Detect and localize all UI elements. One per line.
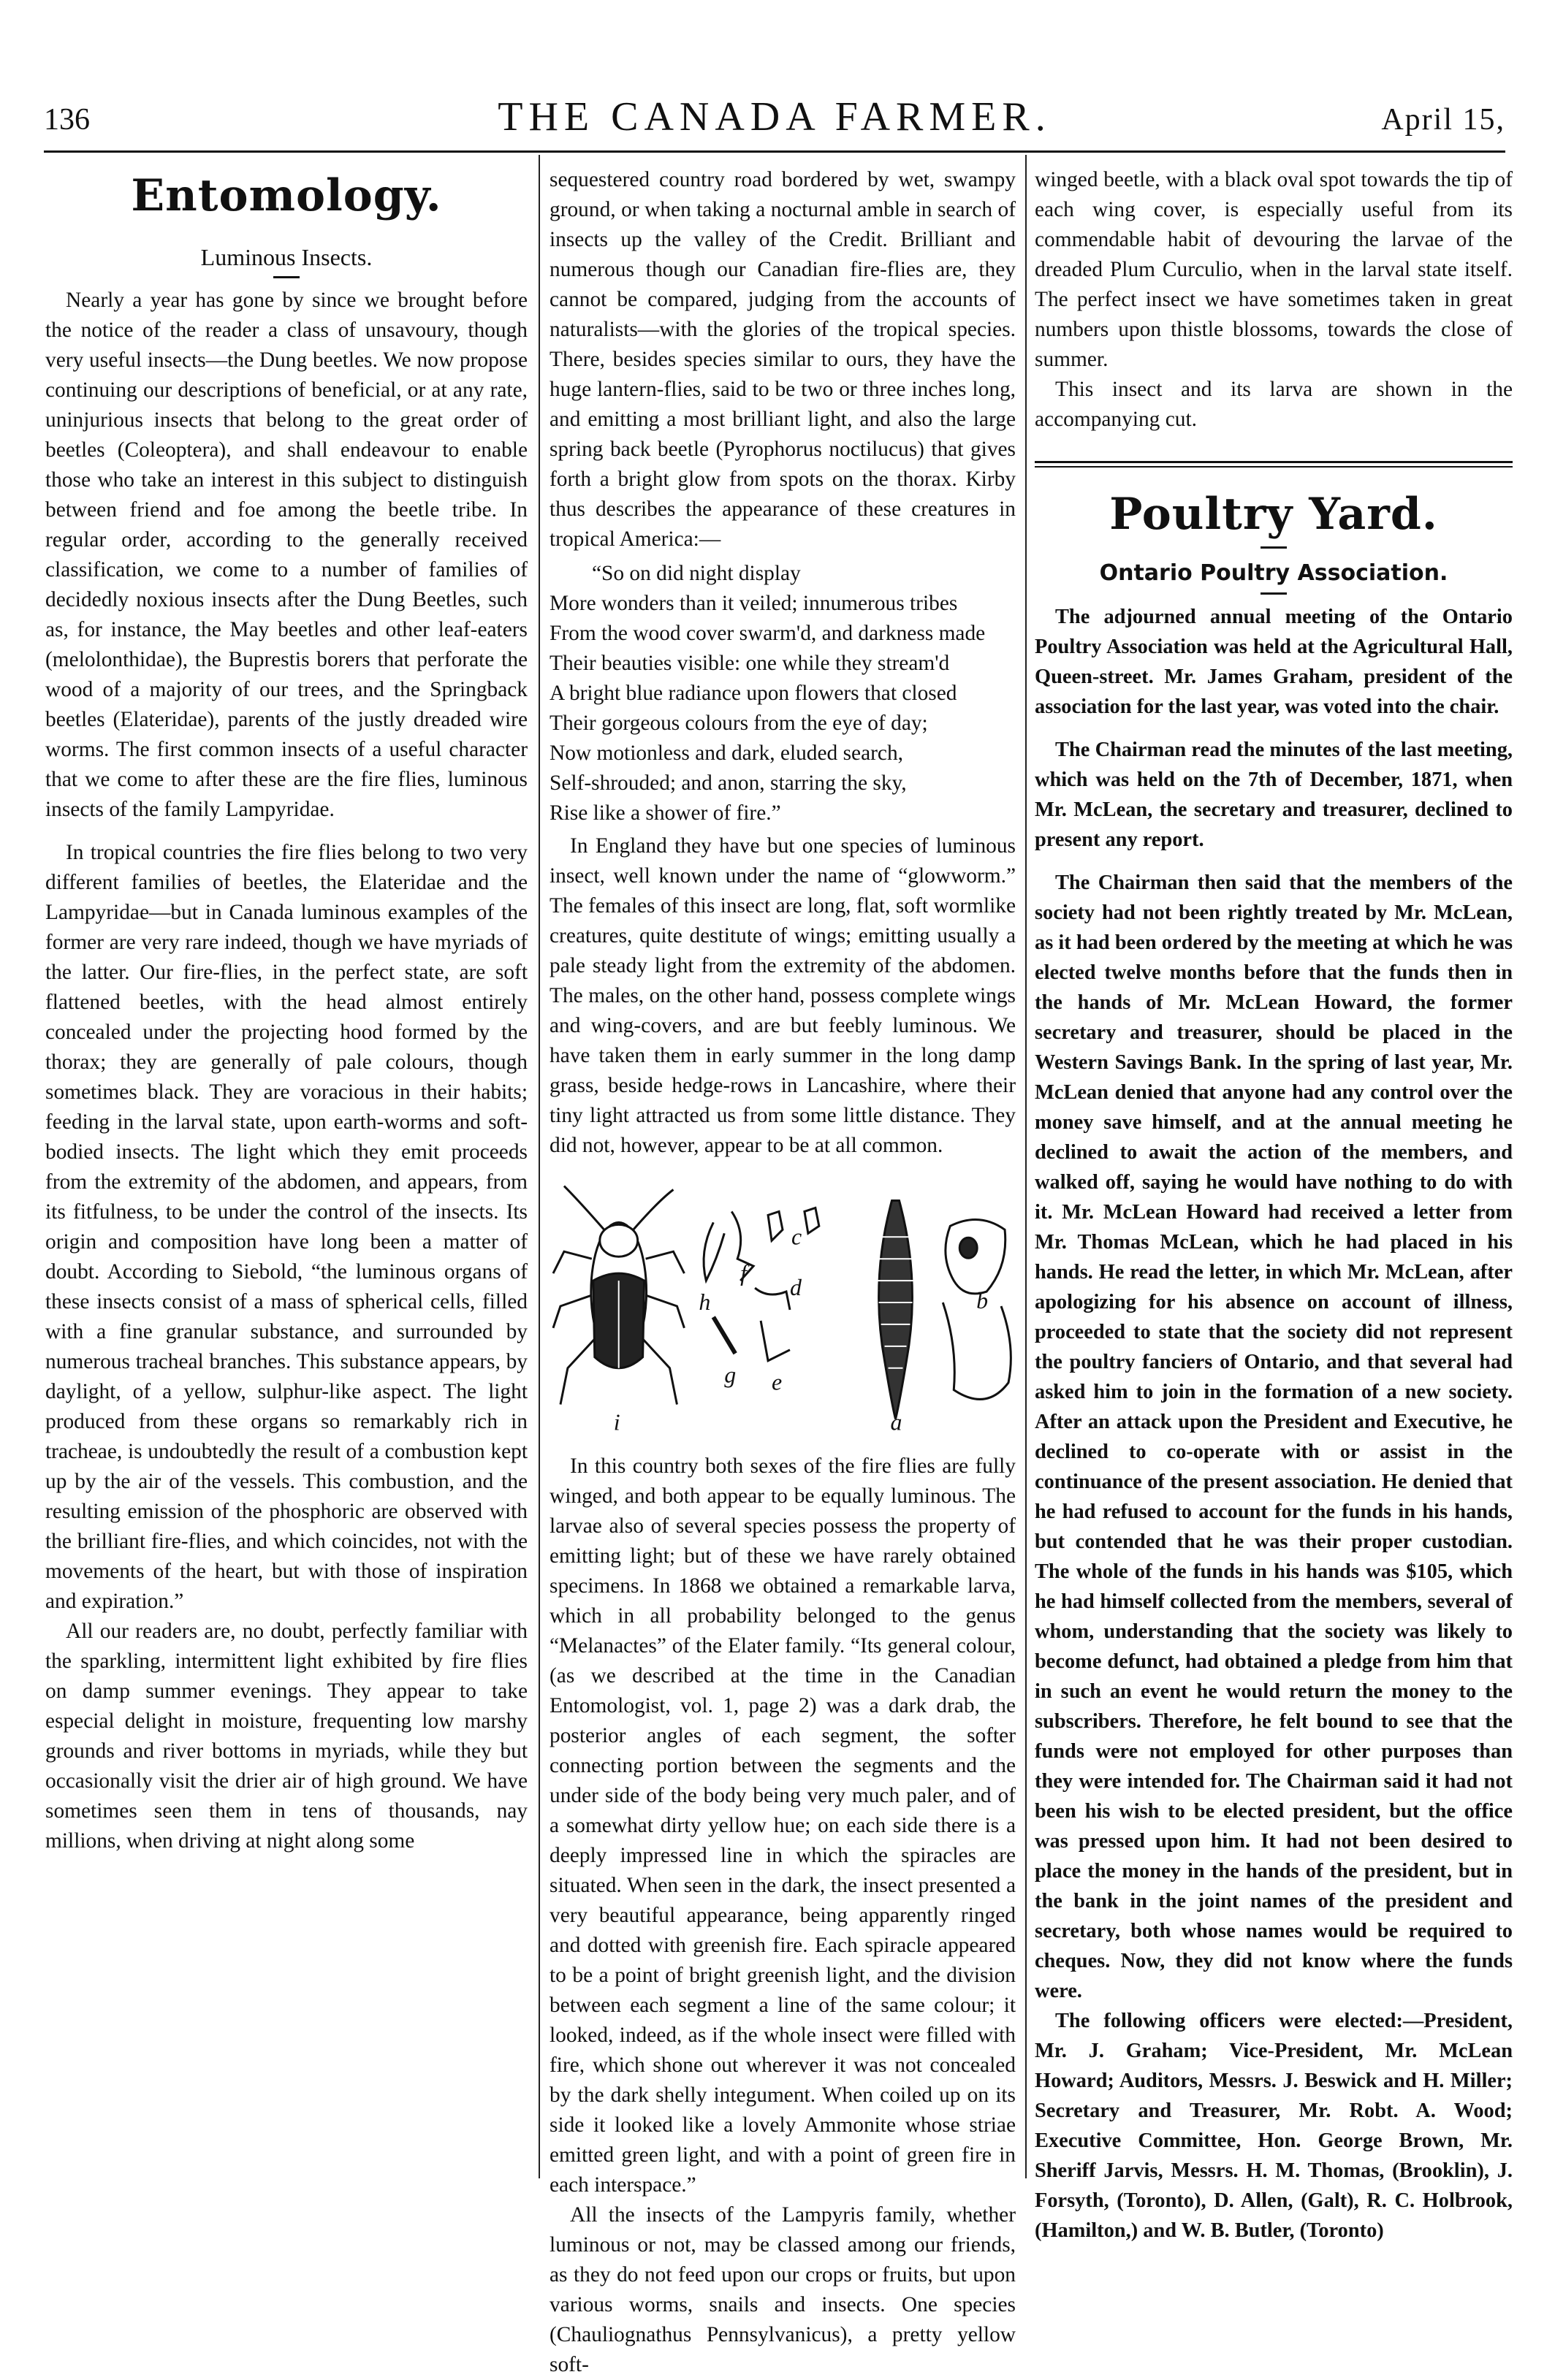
figure-label-f: f <box>740 1260 748 1286</box>
column-rule <box>1025 155 1027 2178</box>
insect-engraving <box>550 1171 1016 1441</box>
column-3 <box>1035 165 1513 2246</box>
report-paragraph: The following officers were elected:—President, Mr. J. Graham; Vice-President, Mr. McLean Howard; Auditors, Messrs. J. Beswick and H. Miller; Secretary and Treasurer, Mr. Robt. A. Wood; Executive Committee, Hon. George Brown, Mr. Sheriff Jarvis, Messrs. H. M. Thomas, (Brooklin), J. Forsyth, (Toronto), D. Allen, (Galt), R. C. Holbrook, (Hamilton,) and W. B. Butler, (Toronto) <box>1035 2010 1513 2242</box>
masthead: THE CANADA FARMER. <box>498 94 1052 140</box>
article-paragraph: All our readers are, no doubt, perfectly familiar with the sparkling, intermittent light exhibited by fire flies on damp summer evenings. They appear to take especial delight in moisture, frequenting low marshy grounds and river bottoms in myriads, while they but occasionally visit the drier air of high ground. We have sometimes seen them in tens of thousands, nay millions, when driving at night along some <box>45 1620 528 1853</box>
article-title: Luminous Insects. <box>200 244 373 270</box>
figure-label-h: h <box>699 1289 711 1315</box>
column-1 <box>45 165 528 1856</box>
column-2 <box>550 165 1016 2380</box>
title-dash <box>1261 546 1287 549</box>
header-rule <box>44 150 1505 153</box>
poem-line: Now motionless and dark, eluded search, <box>550 741 903 765</box>
title-dash <box>1261 592 1287 595</box>
article-paragraph: Nearly a year has gone by since we brought before the notice of the reader a class of unsavoury, though very useful insects—the Dung beetles. We now propose continuing our descriptions of beneficial, or at any rate, uninjurious insects that belong to the great order of beetles (Coleoptera), and shall endeavour to enable those who take an interest in this subject to distinguish between friend and foe among the beetle tribe. In regular order, according to the generally received classification, we come to a number of families of decidedly noxious insects after the Dung Beetles, such as, for instance, the May beetles and other leaf-eaters (melolonthidae), the Buprestis borers that perforate the wood of a majority of our trees, and the Springback beetles (Elateridae), parents of the justly dreaded wire worms. The first common insects of a useful character that we come to after these are the fire flies, luminous insects of the family Lampyridae. <box>45 289 528 821</box>
article-paragraph: In this country both sexes of the fire flies are fully winged, and both appear to be equally luminous. The larvae also of several species possess the property of emitting light; but of these we have rarely obtained specimens. In 1868 we obtained a remarkable larva, which in all probability belonged to the genus “Melanactes” of the Elater family. “Its general colour, (as we described at the time in the Canadian Entomologist, vol. 1, page 2) was a dark drab, the posterior angles of each segment, the softer connecting portion between the segments and the under side of the body being very much paler, and of a somewhat dirty yellow hue; on each side there is a deeply impressed line in which the spiracles are situated. When seen in the dark, the insect presented a very beautiful appearance, being apparently ringed and dotted with greenish fire. Each spiracle appeared to be a point of bright greenish light, and the division between each segment a line of the same colour; it looked, indeed, as if the whole insect were filled with fire, which shone out wherever it was not concealed by the dark shelly integument. When coiled up on its side it looked like a lovely Ammonite whose striae emitted green light, and with a point of green fire in each interspace.” <box>550 1454 1016 2197</box>
poultry-association-report <box>1035 602 1513 2246</box>
article-title: Ontario Poultry Association. <box>1099 560 1448 586</box>
report-paragraph: The Chairman read the minutes of the last meeting, which was held on the 7th of December, 1871, when Mr. McLean, the secretary and treasurer, declined to present any report. <box>1035 739 1513 851</box>
article-paragraph: All the insects of the Lampyris family, whether luminous or not, may be classed among our friends, as they do not feed upon our crops or fruits, but upon various worms, snails and insects. One species (Chauliognathus Pennsylvanicus), a pretty yellow soft- <box>550 2203 1016 2376</box>
poem-line: “So on did night display <box>592 562 801 585</box>
poem-line: A bright blue radiance upon flowers that closed <box>550 682 957 705</box>
poem-line: More wonders than it veiled; innumerous tribes <box>550 592 958 615</box>
running-head <box>44 86 1505 145</box>
issue-date: April 15, <box>1381 103 1505 137</box>
title-dash <box>273 276 300 278</box>
poem-line: Self-shrouded; and anon, starring the sky, <box>550 771 907 795</box>
figure-label-e: e <box>772 1369 783 1395</box>
section-title-entomology: Entomology. <box>131 170 442 221</box>
figure-caption-paragraph: This insect and its larva are shown in the accompanying cut. <box>1035 378 1513 431</box>
article-paragraph: sequestered country road bordered by wet, swampy ground, or when taking a nocturnal amble in search of insects up the valley of the Credit. Brilliant and numerous though our Canadian fire-flies are, they cannot be compared, judging from the accounts of naturalists—with the glories of the tropical species. There, besides species similar to ours, they have the huge lantern-flies, said to be two or three inches long, and emitting a most brilliant light, and also the large spring back beetle (Pyrophorus noctilucus) that gives forth a bright glow from spots on the thorax. Kirby thus describes the appearance of these creatures in tropical America:— <box>550 168 1016 551</box>
article-paragraph: winged beetle, with a black oval spot towards the tip of each wing cover, is especially useful from its commendable habit of devouring the larvae of the dreaded Plum Curculio, when in the larval state itself. The perfect insect we have sometimes taken in great numbers upon thistle blossoms, towards the close of summer. <box>1035 168 1513 371</box>
figure-label-d: d <box>789 1275 802 1301</box>
section-title-poultry-yard: Poultry Yard. <box>1109 489 1438 540</box>
section-divider <box>1035 461 1513 468</box>
report-paragraph: The Chairman then said that the members of the society had not been rightly treated by Mr. McLean, as it had been ordered by the meeting at which he was elected twelve months before that the funds then in the hands of Mr. McLean Howard, the former secretary and treasurer, should be placed in the Western Savings Bank. In the spring of last year, Mr. McLean denied that anyone had any control over the money save himself, and at the annual meeting he declined to await the action of the members, and walked off, saying he would have nothing to do with it. Mr. McLean Howard had received a letter from Mr. Thomas McLean, which he had placed in his hands. He read the letter, in which Mr. McLean, after apologizing for his absence on account of illness, proceeded to state that the society did not represent the poultry fanciers of Ontario, and that several had asked him to join in the formation of a new society. After an attack upon the President and Executive, he declined to co-operate with or assist in the continuance of the present association. He denied that he had refused to account for the funds in his hands, but contended that he was their proper custodian. The whole of the funds in his hands was $105, which he had himself collected from the members, several of whom, understanding that the society was likely to become defunct, had obtained a pledge from him that in such an event he would return the money to the subscribers. Therefore, he felt bound to see that the funds were not employed for other purposes than they were intended for. The Chairman said it had not been his wish to be elected president, but the office was pressed upon him. It had not been desired to place the money in the hands of the president, but in the bank in the joint names of the president and secretary, both whose names would be required to cheques. Now, they did not know where the funds were. <box>1035 871 1513 2002</box>
poem-line: From the wood cover swarm'd, and darkness made <box>550 622 986 645</box>
figure-label-c: c <box>791 1224 802 1250</box>
poem-line: Their gorgeous colours from the eye of day; <box>550 712 928 735</box>
article-paragraph: In tropical countries the fire flies belong to two very different families of beetles, the Elateridae and the Lampyridae—but in Canada luminous examples of the former are very rare indeed, though we have myriads of the latter. Our fire-flies, in the perfect state, are soft flattened beetles, with the head almost entirely concealed under the projecting hood formed by the thorax; they are generally of pale colours, though sometimes black. They are voracious in their habits; feeding in the larval state, upon earth-worms and soft-bodied insects. The light which they emit proceeds from the extremity of the abdomen, and appears, from its fitfulness, to be under the control of the insects. Its origin and composition have long been a matter of doubt. According to Siebold, “the luminous organs of these insects consist of a mass of spherical cells, filled with a fine granular substance, and surrounded by numerous tracheal branches. This substance appears, by daylight, of a yellow, sulphur-like aspect. The light produced from these organs so remarkably rich in tracheae, is undoubtedly the result of a combustion kept up by the air of the vessels. This combustion, and the resulting emission of the phosphoric are observed with the brilliant fire-flies, and which coincides, not with the movements of the heart, but with those of inspiration and expiration.” <box>45 841 528 1613</box>
figure-label-i: i <box>613 1409 620 1435</box>
figure-label-b: b <box>976 1287 989 1313</box>
figure-label-g: g <box>724 1362 737 1388</box>
column-rule <box>539 155 540 2178</box>
article-paragraph: In England they have but one species of luminous insect, well known under the name of “glowworm.” The females of this insect are long, flat, soft wormlike creatures, quite destitute of wings; emitting usually a pale steady light from the extremity of the abdomen. The males, on the other hand, possess complete wings and wing-covers, and are but feebly luminous. We have taken them in early summer in the long damp grass, beside hedge-rows in Lancashire, where their tiny light attracted us from some little distance. They did not, however, appear to be at all common. <box>550 834 1016 1157</box>
insect-illustration <box>550 1171 1016 1441</box>
report-paragraph: The adjourned annual meeting of the Ontario Poultry Association was held at the Agricultural Hall, Queen-street. Mr. James Graham, president of the association for the last year, was voted into the chair. <box>1035 606 1513 718</box>
page-number: 136 <box>44 103 90 137</box>
figure-label-a: a <box>890 1409 902 1435</box>
poem-line: Their beauties visible: one while they stream'd <box>550 652 950 675</box>
poem-line: Rise like a shower of fire.” <box>550 801 781 825</box>
poem-quotation <box>550 559 1016 828</box>
